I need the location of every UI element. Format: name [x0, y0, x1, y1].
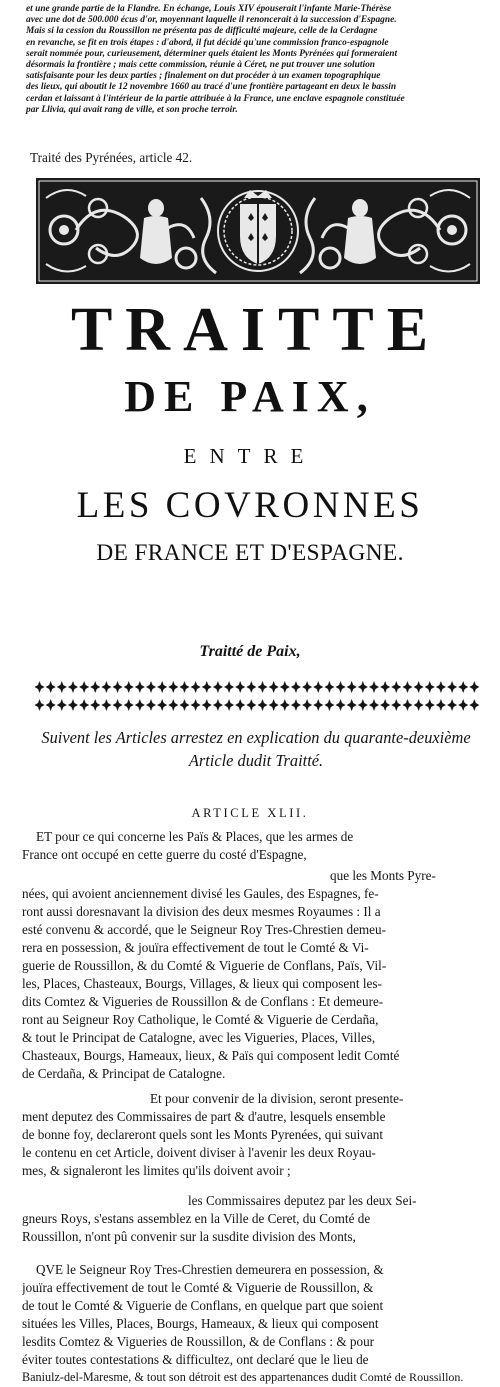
body-line: gneurs Roys, s'estans assemblez en la Ville de Ceret, du Comté de [22, 1211, 371, 1226]
title-line-5: DE FRANCE ET D'ESPAGNE. [96, 540, 404, 566]
body-line: de tout le Comté & Viguerie de Conflans, en quelque part que soient [22, 1298, 384, 1313]
commentary-line: avec une dot de 500.000 écus d'or, moyennant laquelle il renoncerait à la succession d'Espagne. [26, 15, 397, 26]
commentary-line: cerdan et laissant à l'intérieur de la partie attribuée à la France, une enclave espagnole constituée [26, 93, 405, 104]
body-line: dits Comtez & Vigueries de Roussillon & de Conflans : Et demeure- [22, 994, 384, 1009]
commentary-line: et une grande partie de la Flandre. En échange, Louis XIV épouserait l'infante Marie-Thérèse [26, 4, 392, 14]
body-line: guerie de Roussillon, & du Comté & Viguerie de Conflans, Païs, Vil- [22, 958, 387, 973]
body-line: éviter toutes contestations & difficultez, ont declaré que le lieu de [22, 1352, 369, 1367]
subheading: Traitté de Paix, [199, 643, 301, 660]
body-line: mes, & signaleront les limites qu'ils doivent avoir ; [22, 1163, 291, 1178]
source-caption: Traité des Pyrénées, article 42. [30, 150, 193, 165]
commentary-block [26, 4, 488, 116]
commentary-line: serait nommée pour, curieusement, déterminer quels étaient les Monts Pyrénées qui formeraient [26, 48, 398, 59]
body-line: ront aussi doresnavant la division des deux mesmes Royaumes : Il a [22, 904, 381, 919]
body-line: de bonne foy, declareront quels sont les Monts Pyrenées, qui suivant [22, 1127, 383, 1142]
commentary-line: satisfaisante pour les deux parties ; finalement on dut procéder à un examen topographique [26, 71, 381, 82]
body-line: situées les Villes, Places, Bourgs, Hameaux, & lieux qui composent [22, 1316, 379, 1331]
body-line: Roussillon, n'ont pû convenir sur la susdite division des Monts, [22, 1229, 356, 1244]
body-line: nées, qui avoient anciennement divisé les Gaules, des Espagnes, fe- [22, 886, 379, 901]
title-line-3: ENTRE [183, 444, 317, 468]
body-line: France ont occupé en cette guerre du costé d'Espagne, [22, 847, 307, 862]
body-line: ront au Seigneur Roy Catholique, le Comté & Viguerie de Cerdaña, [22, 1012, 379, 1027]
commentary-line: désormais la frontière ; mais cette commission, réunie à Céret, ne put trouver une solution [26, 60, 375, 71]
body-line: rera en possession, & jouïra effectivement de tout le Comté & Vi- [22, 940, 369, 955]
commentary-line: en revanche, se fit en trois étapes : d'abord, il fut décidé qu'une commission franco-espagnole [26, 37, 389, 48]
body-line: & tout le Principat de Catalogne, avec les Vigueries, Places, Villes, [22, 1030, 376, 1045]
body-line: Baniulz-del-Maresme, & tout son détroit est des appartenances dudit Comté de Roussillon. [22, 1370, 464, 1384]
ornamental-headpiece [36, 178, 480, 284]
body-line: jouïra effectivement de tout le Comté & Viguerie de Roussillon, & [22, 1280, 374, 1295]
title-line-2: DE PAIX, [124, 372, 376, 421]
body-line: esté convenu & accordé, que le Seigneur Roy Tres-Chrestien demeu- [22, 922, 387, 937]
body-line: lesdits Comtez & Vigueries de Roussillon, & de Conflans : & pour [22, 1334, 375, 1349]
body-line: que les Monts Pyre- [330, 868, 436, 883]
fleuron-divider-bottom [34, 698, 480, 712]
body-line: QVE le Seigneur Roy Tres-Chrestien demeurera en possession, & [36, 1262, 384, 1277]
body-line: ET pour ce qui concerne les Païs & Places, que les armes de [36, 829, 354, 844]
body-line: ment deputez des Commissaires de part & d'autre, lesquels ensemble [22, 1109, 386, 1124]
body-line: les Commissaires deputez par les deux Sei- [188, 1193, 417, 1208]
article-heading: ARTICLE XLII. [191, 806, 309, 820]
title-line-1: TRAITTE [70, 296, 442, 364]
title-line-4: LES COVRONNES [76, 485, 424, 526]
body-line: de Cerdaña, & Principat de Catalogne. [22, 1066, 226, 1081]
intro-text: Suivent les Articles arrestez en explication du quarante-deuxième Article dudit Traitté. [41, 728, 471, 770]
body-line: Chasteaux, Bourgs, Hameaux, lieux, & Païs qui composent ledit Comté [22, 1048, 400, 1063]
commentary-line: des lieux, qui aboutit le 12 novembre 1660 au tracé d'une frontière partageant en deux le bassin [26, 82, 397, 93]
commentary-line: Mais si la cession du Roussillon ne présenta pas de difficulté majeure, celle de la Cerdagne [26, 26, 378, 37]
fleuron-divider-top [34, 680, 480, 694]
body-line: les, Places, Chasteaux, Bourgs, Villages, & lieux qui composent les- [22, 976, 382, 991]
body-line: Et pour convenir de la division, seront presente- [150, 1091, 404, 1106]
body-line: Comté de Roussillon. [356, 1370, 464, 1384]
commentary-line: par Llivia, qui avait rang de ville, et son proche terroir. [26, 104, 238, 115]
body-line: le contenu en cet Article, doivent diviser à l'avenir les deux Royau- [22, 1145, 376, 1160]
